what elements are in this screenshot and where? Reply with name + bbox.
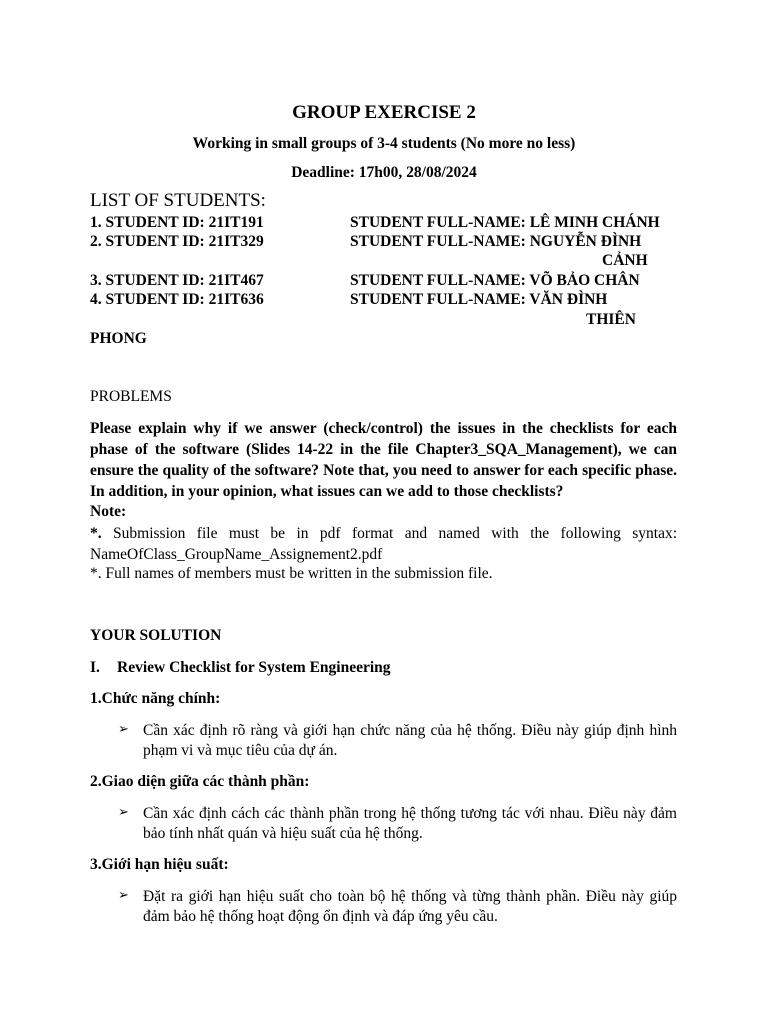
students-heading: LIST OF STUDENTS: <box>90 190 266 211</box>
item-bullet-text: Đặt ra giới hạn hiệu suất cho toàn bộ hệ thống và từng thành phần. Điều này giúp đảm bảo hệ thống hoạt động ổn định và đáp ứng yêu cầu. <box>143 888 677 925</box>
note-1-text: Submission file must be in pdf format and named with the following syntax: NameOfClass_GroupName_Assignement2.pdf <box>90 525 678 563</box>
document-subtitle: Working in small groups of 3-4 students (No more no less) <box>192 135 576 152</box>
student-name: STUDENT FULL-NAME: VÕ BẢO CHÂN <box>350 272 640 289</box>
section-number: I. <box>90 659 100 676</box>
student-name: STUDENT FULL-NAME: LÊ MINH CHÁNH <box>350 214 660 231</box>
student-name: STUDENT FULL-NAME: VĂN ĐÌNH <box>350 291 608 308</box>
student-id: 1. STUDENT ID: 21IT191 <box>90 214 264 231</box>
problems-heading: PROBLEMS <box>90 388 172 405</box>
student-name: STUDENT FULL-NAME: NGUYỄN ĐÌNH <box>350 233 642 250</box>
problem-statement: Please explain why if we answer (check/control) the issues in the checklists for each phase of the software (Slides 14-22 in the file Chapter3_SQA_Management), we can ensure the quality of the software? Note that, you need to answer for each specific phase. In addition, in your opinion, what issues can we add to those checklists? <box>90 420 677 500</box>
note-2: *. Full names of members must be written in the submission file. <box>90 565 493 582</box>
item-title: 2.Giao diện giữa các thành phần: <box>90 773 310 790</box>
student-name-continued: THIÊN <box>586 311 636 328</box>
item-bullet-text: Cần xác định rõ ràng và giới hạn chức năng của hệ thống. Điều này giúp định hình phạm vi và mục tiêu của dự án. <box>143 722 677 759</box>
student-id: 2. STUDENT ID: 21IT329 <box>90 233 264 250</box>
student-name-trailing: PHONG <box>90 330 147 347</box>
solution-heading: YOUR SOLUTION <box>90 627 222 644</box>
section-title: Review Checklist for System Engineering <box>117 659 391 676</box>
bullet-arrow-icon: ➢ <box>118 804 129 819</box>
bullet-arrow-icon: ➢ <box>118 721 129 736</box>
note-1-marker: *. <box>90 525 102 542</box>
note-label: Note: <box>90 503 127 520</box>
item-bullet-text: Cần xác định cách các thành phần trong hệ thống tương tác với nhau. Điều này đảm bảo tính nhất quán và hiệu suất của hệ thống. <box>143 805 677 842</box>
student-id: 4. STUDENT ID: 21IT636 <box>90 291 264 308</box>
item-title: 3.Giới hạn hiệu suất: <box>90 856 229 873</box>
deadline: Deadline: 17h00, 28/08/2024 <box>291 164 477 181</box>
document-title: GROUP EXERCISE 2 <box>292 102 476 123</box>
item-title: 1.Chức năng chính: <box>90 690 221 707</box>
student-name-continued: CẢNH <box>602 252 648 269</box>
note-1 <box>90 523 677 565</box>
student-id: 3. STUDENT ID: 21IT467 <box>90 272 264 289</box>
bullet-arrow-icon: ➢ <box>118 887 129 902</box>
